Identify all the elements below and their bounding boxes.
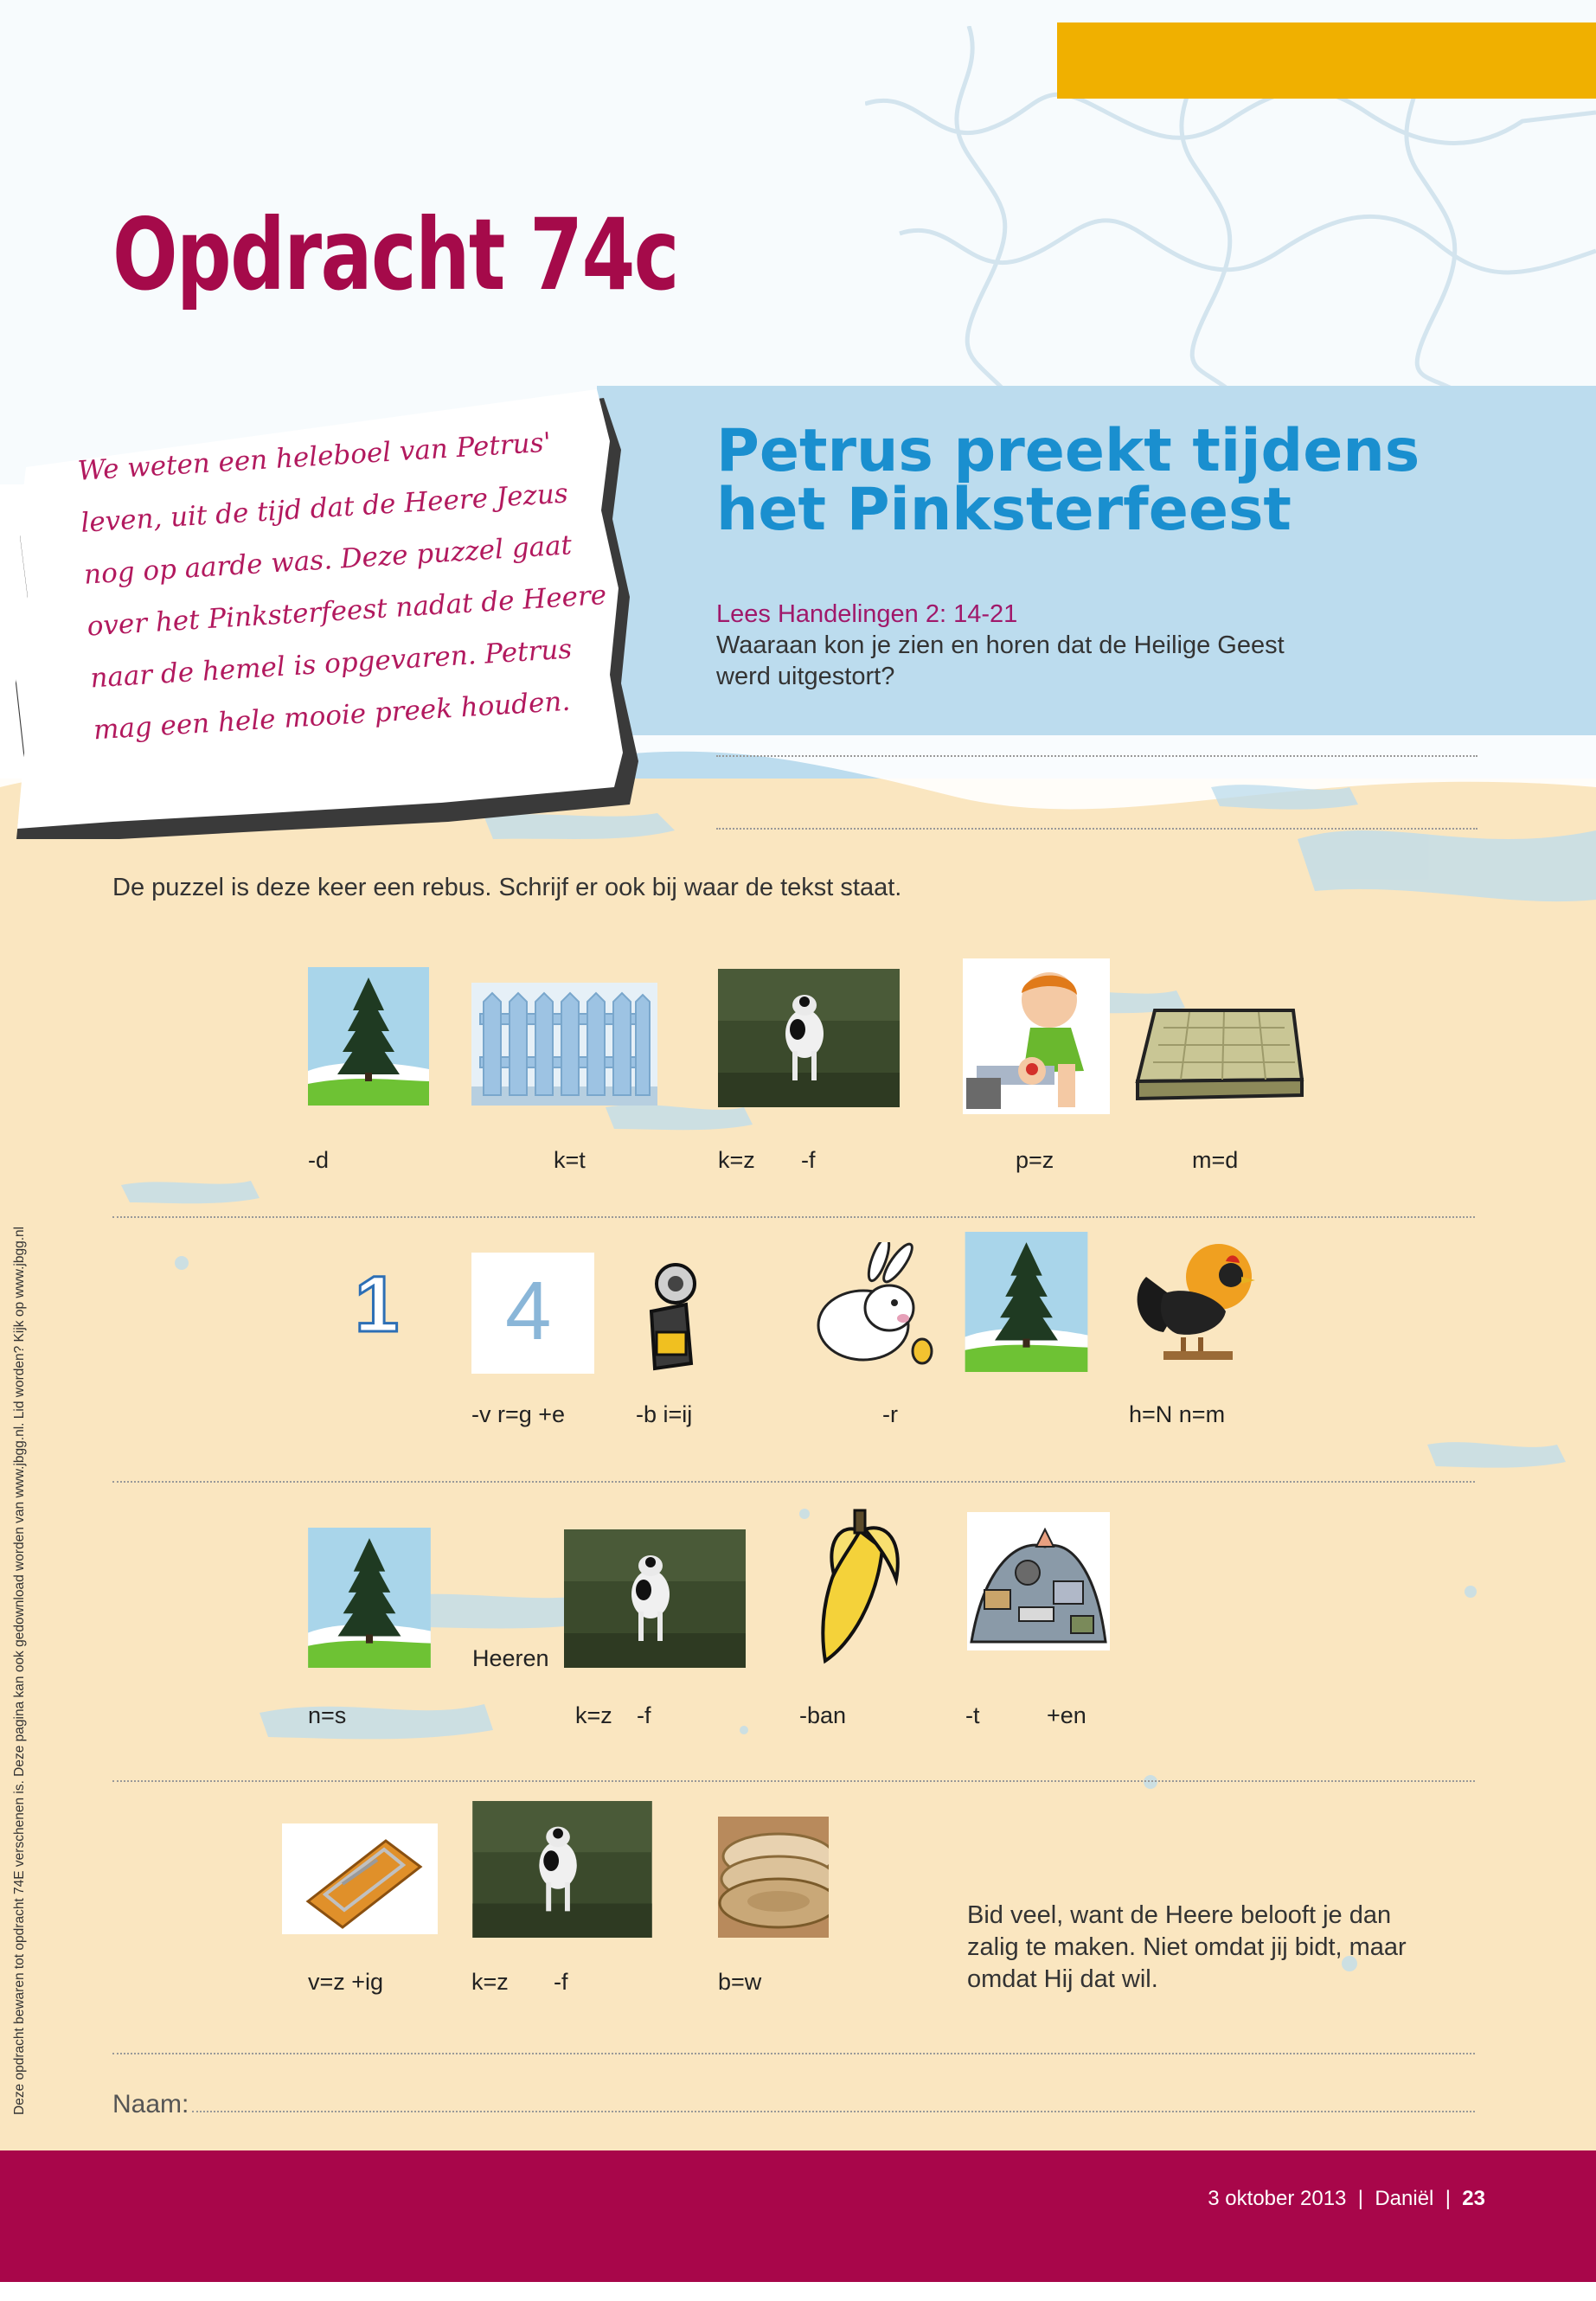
closing-line: omdat Hij dat wil. [967,1965,1158,1993]
name-label: Naam: [112,2090,189,2118]
closing-line: zalig te maken. Niet omdat jij bidt, maar [967,1933,1407,1961]
digit-one: 1 [355,1260,400,1349]
mattress-icon [1129,1002,1306,1106]
rebus-clue: -v r=g +e [471,1401,566,1427]
answer-line-row-2[interactable] [112,1481,1475,1483]
footer-date: 3 oktober 2013 [1208,2187,1347,2210]
rebus-clue: p=z [1016,1147,1054,1173]
digit-four: 4 [505,1265,552,1357]
answer-line-2[interactable] [716,828,1477,830]
rebus-clue: k=z [471,1969,509,1995]
rebus-clue: k=z [575,1702,612,1728]
rebus-clue: -t [965,1702,980,1728]
rooster-icon [1129,1242,1263,1368]
note-line: naar de hemel is opgevaren. Petrus [89,633,574,695]
heading-line: het Pinksterfeest [716,476,1292,544]
page-title: Opdracht 74c [112,197,678,312]
intro-text: De puzzel is deze keer een rebus. Schrijf er ook bij waar de tekst staat. [112,874,902,901]
yellow-bar [1057,22,1596,99]
rebus-clue: -f [554,1969,568,1995]
footer-separator: | [1357,2187,1363,2210]
pine-tree-icon [308,967,429,1106]
footer-magazine: Daniël [1375,2187,1434,2210]
rabbit-icon [811,1242,941,1372]
plates-icon [718,1817,829,1938]
reading-reference: Lees Handelingen 2: 14-21 [716,600,1018,628]
note-line: mag een hele mooie preek houden. [93,685,572,747]
rebus-clue: -f [637,1702,651,1728]
calf-icon [718,969,900,1107]
note-line: We weten een heleboel van Petrus' [76,426,552,487]
answer-line-row-4[interactable] [112,2053,1475,2054]
note-text [76,413,631,756]
question-line: werd uitgestort? [716,663,895,690]
rebus-clue: m=d [1192,1147,1239,1173]
rebus-clue: -ban [799,1702,847,1728]
footer-separator: | [1445,2187,1451,2210]
rebus-clue: b=w [718,1969,762,1995]
note-line: over het Pinksterfeest nadat de Heere [86,579,608,643]
answer-line-1[interactable] [716,755,1477,757]
rebus-clue: -f [801,1147,816,1173]
calf-icon [471,1801,653,1938]
footer-bar [0,2150,1596,2282]
page-number: 23 [1462,2187,1485,2210]
trash-heap-icon [967,1512,1110,1650]
question-line: Waaraan kon je zien en horen dat de Heilige Geest [716,631,1285,659]
calf-icon [564,1529,746,1668]
closing-line: Bid veel, want de Heere belooft je dan [967,1901,1392,1929]
footer-text [1208,2187,1485,2211]
heading-line: Petrus preekt tijdens [716,417,1420,485]
mousetrap-icon [282,1823,438,1934]
answer-line-row-3[interactable] [112,1780,1475,1782]
question-text [716,630,1285,692]
rebus-clue: -r [882,1401,898,1427]
rebus-clue: v=z +ig [308,1969,384,1995]
pine-tree-icon [965,1232,1088,1372]
name-field[interactable] [192,2111,1475,2112]
note-line: leven, uit de tijd dat de Heere Jezus [80,478,569,539]
boy-hurt-knee-icon [963,958,1110,1114]
rebus-clue: n=s [308,1702,347,1728]
pine-tree-icon [308,1528,431,1668]
rebus-clue: h=N n=m [1129,1401,1226,1427]
closing-text [967,1900,1407,1996]
rebus-clue: -d [308,1147,330,1173]
section-heading [716,417,1420,544]
rebus-clue: k=z [718,1147,755,1173]
rebus-clue: k=t [554,1147,586,1173]
fence-icon [471,983,657,1106]
note-line: nog op aarde was. Deze puzzel gaat [83,529,573,591]
side-vertical-text: Deze opdracht bewaren tot opdracht 74E verschenen is. Deze pagina kan ook gedownload worden van www.jbgg.nl. Lid worden? Kijk op www.jbgg.nl [12,1226,27,2115]
rebus-word: Heeren [472,1645,549,1671]
rebus-clue: +en [1047,1702,1086,1728]
rebus-clue: -b i=ij [636,1401,693,1427]
bottle-icon [636,1259,705,1372]
banana-icon [799,1505,912,1670]
answer-line-row-1[interactable] [112,1216,1475,1218]
